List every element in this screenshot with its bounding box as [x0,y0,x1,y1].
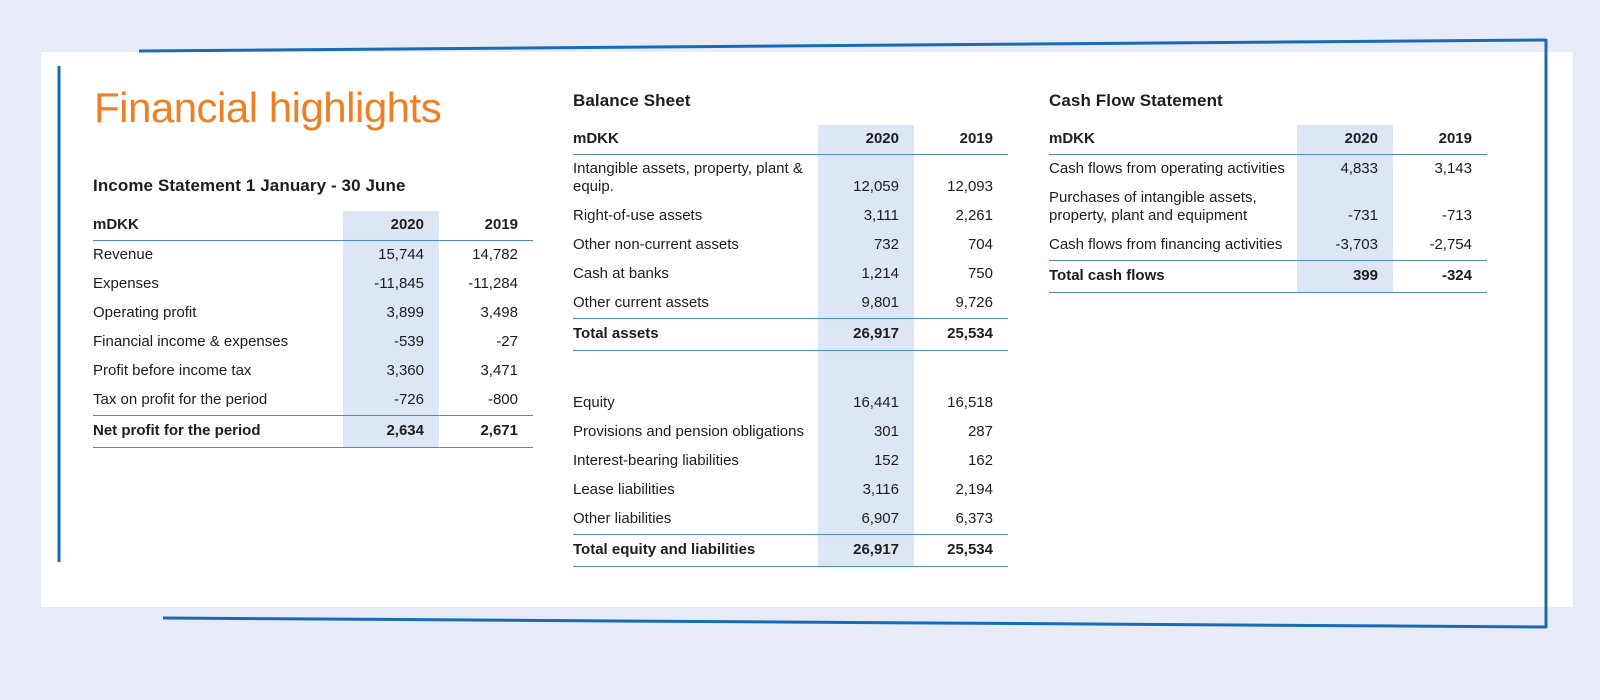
table-spacer-row [573,351,1008,389]
value-2020: 3,360 [343,357,439,386]
row-label: Profit before income tax [93,362,252,379]
table-row [573,418,1008,447]
value-2020: 3,111 [818,202,914,231]
row-label: Cash flows from operating activities [1049,160,1285,177]
row-label: Total cash flows [1049,261,1297,293]
table-row [1049,155,1487,185]
row-label: Intangible assets, property, plant & equip. [573,160,803,195]
value-2019: -11,284 [468,275,518,292]
table-row [573,260,1008,289]
value-2019: -324 [1393,261,1487,293]
table-row [573,447,1008,476]
value-2019: 12,093 [947,178,993,195]
section-heading-cash-flow: Cash Flow Statement [1049,91,1223,110]
row-label: Revenue [93,246,154,263]
value-2020: 26,917 [818,319,914,351]
row-label: Right-of-use assets [573,207,703,224]
column-header-2019: 2019 [1393,125,1487,155]
cash-flow-table [1049,125,1487,293]
table-row [573,202,1008,231]
value-2019: 3,498 [480,304,518,321]
value-2019: 25,534 [914,534,1008,566]
value-2020: 15,744 [343,241,439,271]
row-label: Equity [573,393,615,411]
table-row [93,357,533,386]
cash-flow-section [1049,91,1487,293]
value-2019: 704 [967,236,993,253]
row-label: Interest-bearing liabilities [573,451,739,469]
unit-label: mDKK [573,125,818,155]
total-row-cash-flows [1049,261,1487,293]
value-2019: -800 [487,391,518,408]
row-label: Total equity and liabilities [573,534,818,566]
row-label: Financial income & expenses [93,333,289,350]
value-2020: -539 [343,328,439,357]
row-label: Cash flows from financing activities [1049,236,1283,253]
row-label: Other liabilities [573,509,672,527]
row-label: Purchases of intangible assets, property, plant and equipment [1049,189,1257,224]
value-2020: 4,833 [1297,155,1393,185]
value-2020: 3,899 [343,299,439,328]
table-header-row [573,125,1008,155]
total-row-net-profit [93,416,533,448]
column-header-2019: 2019 [914,125,1008,155]
value-2020: 9,801 [818,289,914,319]
row-label: Tax on profit for the period [93,391,268,408]
balance-sheet-table [573,125,1008,567]
table-row [573,505,1008,535]
total-row-assets [573,319,1008,351]
value-2019: 2,194 [955,480,993,498]
value-2019: 287 [967,422,993,440]
row-label: Lease liabilities [573,480,675,498]
frame-line-bottom [163,618,1547,627]
table-row [93,328,533,357]
column-header-2020: 2020 [1297,125,1393,155]
value-2020: 26,917 [818,534,914,566]
income-statement-table [93,211,533,448]
frame-line-top [139,40,1546,51]
value-2019: 2,671 [439,416,533,448]
total-row-equity-liabilities [573,534,1008,566]
unit-label: mDKK [93,211,343,241]
value-2020: -3,703 [1297,231,1393,261]
balance-sheet-section [573,91,1008,567]
row-label: Other current assets [573,294,709,311]
table-row [93,386,533,416]
value-2020: 16,441 [818,389,914,418]
value-2019: 2,261 [955,207,993,224]
row-label: Cash at banks [573,265,669,282]
value-2019: 162 [967,451,993,469]
value-2020: -11,845 [343,270,439,299]
income-statement-section [93,176,533,448]
value-2019: 750 [967,265,993,282]
value-2020: 399 [1297,261,1393,293]
row-label: Net profit for the period [93,416,343,448]
table-row [573,231,1008,260]
column-header-2020: 2020 [343,211,439,241]
table-row [93,241,533,271]
table-row [573,289,1008,319]
value-2019: 25,534 [914,319,1008,351]
table-row [573,476,1008,505]
value-2019: 14,782 [472,246,518,263]
value-2020: 1,214 [818,260,914,289]
section-heading-income-statement: Income Statement 1 January - 30 June [93,176,406,195]
value-2020: -726 [343,386,439,416]
value-2019: 3,143 [1434,160,1472,177]
value-2019: 16,518 [947,393,993,411]
value-2020: 301 [818,418,914,447]
table-row [1049,184,1487,231]
table-row [573,389,1008,418]
value-2019: 6,373 [955,509,993,527]
table-row [93,299,533,328]
value-2020: 3,116 [818,476,914,505]
unit-label: mDKK [1049,125,1297,155]
row-label: Other non-current assets [573,236,739,253]
value-2020: 6,907 [818,505,914,535]
table-row [573,155,1008,203]
table-row [93,270,533,299]
table-header-row [93,211,533,241]
column-header-2020: 2020 [818,125,914,155]
value-2020: -731 [1297,184,1393,231]
column-header-2019: 2019 [439,211,533,241]
table-header-row [1049,125,1487,155]
value-2019: 3,471 [480,362,518,379]
section-heading-balance-sheet: Balance Sheet [573,91,691,110]
page-title: Financial highlights [94,84,442,131]
row-label: Total assets [573,319,818,351]
value-2020: 152 [818,447,914,476]
row-label: Operating profit [93,304,197,321]
row-label: Provisions and pension obligations [573,422,804,440]
value-2019: -27 [496,333,518,350]
value-2019: 9,726 [955,294,993,311]
table-row [1049,231,1487,261]
value-2019: -713 [1441,207,1472,224]
value-2019: -2,754 [1429,236,1472,253]
value-2020: 2,634 [343,416,439,448]
value-2020: 732 [818,231,914,260]
row-label: Expenses [93,275,159,292]
value-2020: 12,059 [818,155,914,203]
